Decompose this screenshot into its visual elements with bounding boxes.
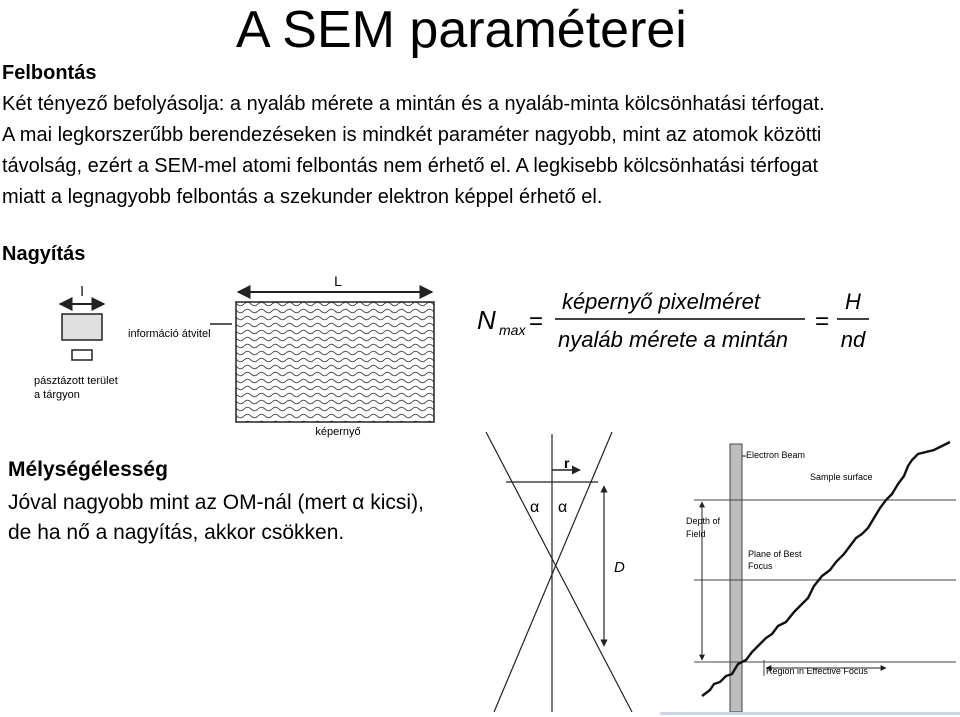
footer-divider <box>660 712 960 715</box>
magnification-formula <box>475 283 875 359</box>
electron-beam-label: Electron Beam <box>746 450 806 460</box>
plane-best-focus-label-2: Focus <box>748 561 773 571</box>
cone-ray-left <box>486 432 632 712</box>
formula-equals-2: = <box>815 308 830 335</box>
formula-numerator: képernyő pixelméret <box>561 289 761 314</box>
felbontas-line-3: távolság, ezért a SEM-mel atomi felbontás nem érhető el. A legkisebb kölcsönhatási térfogat <box>2 155 818 177</box>
info-transfer-label: információ átvitel <box>128 328 211 340</box>
formula-denominator: nyaláb mérete a mintán <box>558 327 788 352</box>
scanned-area-label-2: a tárgyon <box>34 389 80 401</box>
depth-of-field-label-1: Depth of <box>686 516 721 526</box>
alpha-left-label: α <box>530 499 540 516</box>
heading-nagyitas: Nagyítás <box>2 243 86 265</box>
screen-label: képernyő <box>315 426 361 438</box>
formula-lhs-sub: max <box>499 322 526 338</box>
depth-of-field-label-2: Field <box>686 529 706 539</box>
felbontas-paragraph <box>2 89 825 213</box>
depth-of-field-surface-diagram <box>680 438 958 712</box>
melysegelesseg-text <box>8 488 424 548</box>
depth-of-field-cone <box>480 430 650 714</box>
formula-den2: nd <box>840 327 866 352</box>
formula-num2: H <box>845 289 861 314</box>
felbontas-line-2: A mai legkorszerűbb berendezéseken is mindkét paraméter nagyobb, mint az atomok közötti <box>2 124 822 146</box>
region-effective-focus-label: Region in Effective Focus <box>766 666 868 676</box>
magnification-diagram <box>20 272 450 440</box>
heading-felbontas: Felbontás <box>2 62 97 84</box>
l-label: l <box>80 283 84 299</box>
r-label: r <box>564 455 570 471</box>
formula-equals-1: = <box>529 308 544 335</box>
beam-spot-rect <box>72 350 92 360</box>
melysegelesseg-line-2: de ha nő a nagyítás, akkor csökken. <box>8 521 345 544</box>
felbontas-line-1: Két tényező befolyásolja: a nyaláb mérete a mintán és a nyaláb-minta kölcsönhatási térfogat. <box>2 93 825 115</box>
plane-best-focus-label-1: Plane of Best <box>748 549 802 559</box>
sample-surface-label: Sample surface <box>810 472 873 482</box>
melysegelesseg-line-1: Jóval nagyobb mint az OM-nál (mert α kicsi), <box>8 491 424 514</box>
heading-melysegelesseg: Mélységélesség <box>8 458 168 481</box>
L-label: L <box>334 273 342 289</box>
alpha-right-label: α <box>558 499 568 516</box>
formula-lhs: N <box>477 305 496 335</box>
scanned-area-rect <box>62 314 102 340</box>
scanned-area-label-1: pásztázott terület <box>34 375 118 387</box>
slide-title: A SEM paraméterei <box>236 1 687 59</box>
electron-beam-bar <box>730 444 742 712</box>
D-label: D <box>614 559 625 576</box>
felbontas-line-4: miatt a legnagyobb felbontás a szekunder elektron képpel érhető el. <box>2 186 603 208</box>
cone-ray-right <box>494 432 612 712</box>
screen-rect <box>236 302 434 422</box>
